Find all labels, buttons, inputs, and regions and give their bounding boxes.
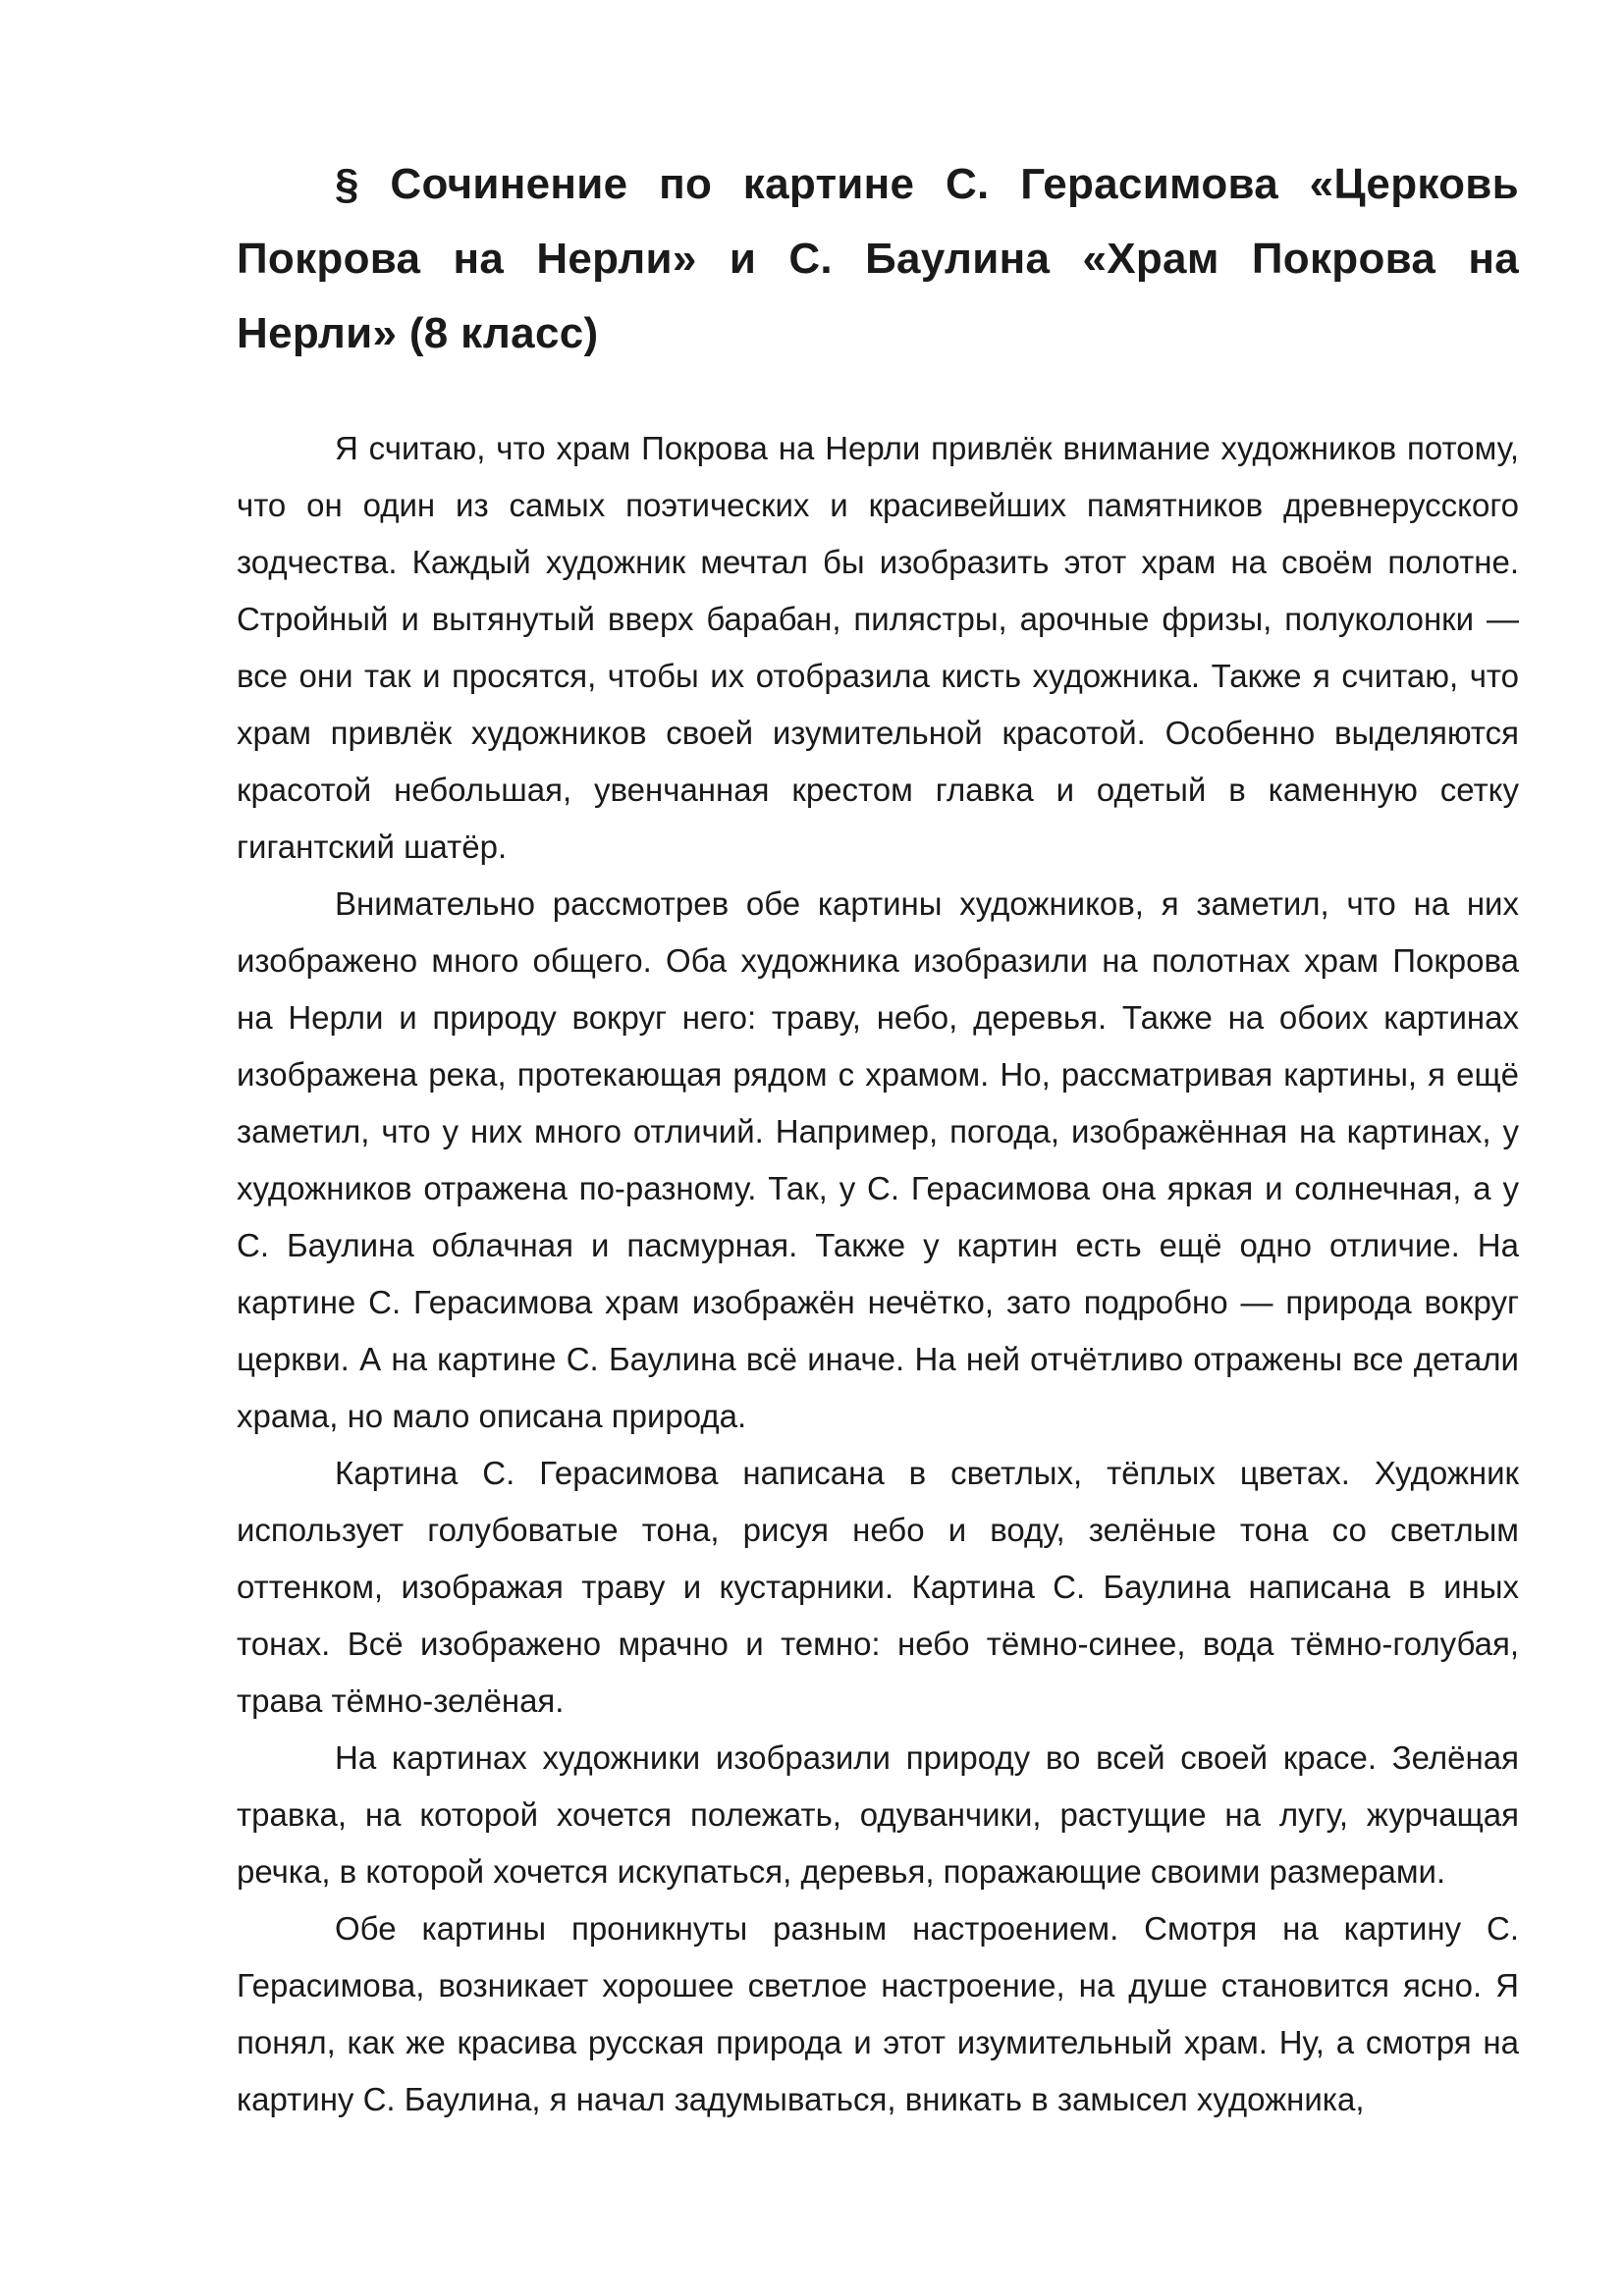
paragraph-4: На картинах художники изобразили природу во всей своей красе. Зелёная травка, на которой хочется полежать, одуванчики, растущие на лугу, журчащая речка, в которой хочется искупаться, деревья, поражающие своими размерами.	[237, 1739, 1519, 1890]
paragraph-2: Внимательно рассмотрев обе картины художников, я заметил, что на них изображено много общего. Оба художника изобразили на полотнах храм Покрова на Нерли и природу вокруг него: траву, небо, деревья. Также на обоих картинах изображена река, протекающая рядом с храмом. Но, рассматривая картины, я ещё заметил, что у них много отличий. Например, погода, изображённая на картинах, у художников отражена по-разному. Так, у С. Герасимова она яркая и солнечная, а у С. Баулина облачная и пасмурная. Также у картин есть ещё одно отличие. На картине С. Герасимова храм изображён нечётко, зато подробно — природа вокруг церкви. А на картине С. Баулина всё иначе. На ней отчётливо отражены все детали храма, но мало описана природа.	[237, 885, 1519, 1434]
document-title: § Сочинение по картине С. Герасимова «Церковь Покрова на Нерли» и С. Баулина «Храм Покрова на Нерли» (8 класс)	[237, 160, 1519, 357]
paragraph-5: Обе картины проникнуты разным настроением. Смотря на картину С. Герасимова, возникает хорошее светлое настроение, на душе становится ясно. Я понял, как же красива русская природа и этот изумительный храм. Ну, а смотря на картину С. Баулина, я начал задумываться, вникать в замысел художника,	[237, 1910, 1519, 2117]
paragraph-3: Картина С. Герасимова написана в светлых, тёплых цветах. Художник использует голубоватые тона, рисуя небо и воду, зелёные тона со светлым оттенком, изображая траву и кустарники. Картина С. Баулина написана в иных тонах. Всё изображено мрачно и темно: небо тёмно-синее, вода тёмно-голубая, трава тёмно-зелёная.	[237, 1455, 1519, 1719]
document-body	[237, 147, 1519, 2128]
paragraph-1: Я считаю, что храм Покрова на Нерли привлёк внимание художников потому, что он один из самых поэтических и красивейших памятников древнерусского зодчества. Каждый художник мечтал бы изобразить этот храм на своём полотне. Стройный и вытянутый вверх барабан, пилястры, арочные фризы, полуколонки — все они так и просятся, чтобы их отобразила кисть художника. Также я считаю, что храм привлёк художников своей изумительной красотой. Особенно выделяются красотой небольшая, увенчанная крестом главка и одетый в каменную сетку гигантский шатёр.	[237, 430, 1519, 865]
